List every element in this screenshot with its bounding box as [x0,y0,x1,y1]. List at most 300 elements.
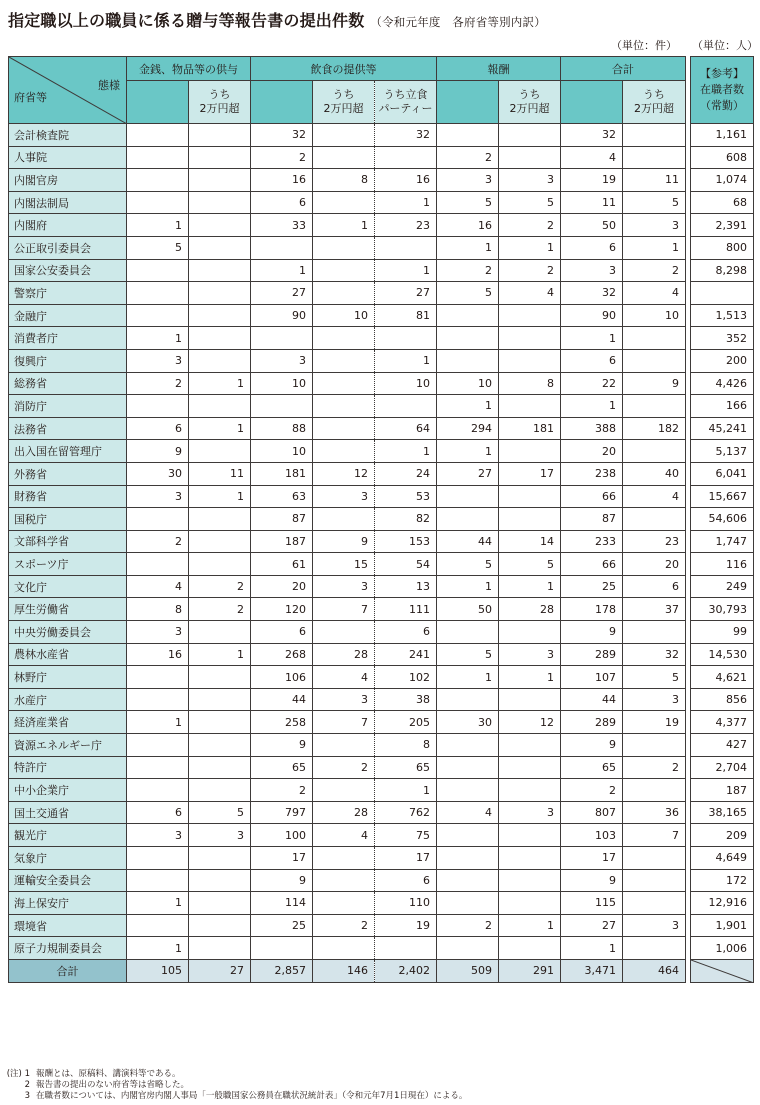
value-cell: 5 [623,666,686,689]
value-cell: 50 [561,214,623,237]
reference-staff-table [690,56,754,983]
value-cell: 3 [623,214,686,237]
value-cell: 28 [499,598,561,621]
value-cell: 120 [251,598,313,621]
value-cell: 1 [499,666,561,689]
value-cell [127,779,189,802]
value-cell: 17 [561,847,623,870]
value-cell [437,508,499,531]
value-cell [623,621,686,644]
ref-row [691,282,754,305]
value-cell: 1 [313,214,375,237]
value-cell [499,304,561,327]
value-cell [437,847,499,870]
staff-count-cell: 116 [691,553,754,576]
value-cell: 44 [437,530,499,553]
table-row [9,530,686,553]
value-cell: 15 [313,553,375,576]
value-cell [251,937,313,960]
value-cell [499,440,561,463]
ministry-name-cell: 文化庁 [9,575,127,598]
staff-count-cell: 1,747 [691,530,754,553]
value-cell: 187 [251,530,313,553]
value-cell [127,734,189,757]
value-cell: 1 [251,259,313,282]
table-row [9,801,686,824]
value-cell [313,508,375,531]
value-cell: 8 [313,169,375,192]
value-cell: 464 [623,959,686,982]
value-cell: 10 [437,372,499,395]
value-cell [189,327,251,350]
ref-row [691,824,754,847]
value-cell: 4 [313,666,375,689]
ministry-name-cell: 内閣法制局 [9,191,127,214]
value-cell: 1 [375,349,437,372]
value-cell: 1 [127,214,189,237]
value-cell: 5 [623,191,686,214]
value-cell: 32 [623,643,686,666]
value-cell [189,869,251,892]
value-cell: 2 [437,146,499,169]
table-row [9,259,686,282]
value-cell: 4 [623,485,686,508]
value-cell [127,146,189,169]
value-cell: 20 [623,553,686,576]
ref-row [691,779,754,802]
ministry-name-cell: 厚生労働省 [9,598,127,621]
ministry-name-cell: 国税庁 [9,508,127,531]
value-cell: 4 [561,146,623,169]
value-cell: 1 [561,327,623,350]
ministry-name-cell: 原子力規制委員会 [9,937,127,960]
value-cell [375,146,437,169]
table-row [9,282,686,305]
staff-count-cell: 1,901 [691,914,754,937]
ministry-name-cell: 出入国在留管理庁 [9,440,127,463]
value-cell [623,779,686,802]
value-cell: 87 [561,508,623,531]
value-cell: 11 [189,462,251,485]
ref-row [691,666,754,689]
value-cell: 87 [251,508,313,531]
value-cell: 2 [623,259,686,282]
value-cell: 65 [561,756,623,779]
value-cell: 2 [127,372,189,395]
table-row [9,892,686,915]
value-cell [499,779,561,802]
value-cell: 5 [437,643,499,666]
value-cell: 8 [375,734,437,757]
ref-total-row [691,959,754,982]
value-cell [127,508,189,531]
value-cell: 3 [127,485,189,508]
value-cell: 27 [561,914,623,937]
value-cell: 6 [127,801,189,824]
value-cell: 1 [127,327,189,350]
ministry-name-cell: 復興庁 [9,349,127,372]
staff-count-cell: 12,916 [691,892,754,915]
value-cell [313,847,375,870]
ref-row [691,485,754,508]
value-cell: 2 [313,756,375,779]
value-cell: 1 [437,440,499,463]
value-cell: 1 [189,643,251,666]
value-cell [623,847,686,870]
value-cell [189,395,251,418]
value-cell [127,304,189,327]
value-cell: 1 [189,372,251,395]
value-cell: 10 [313,304,375,327]
value-cell [127,847,189,870]
value-cell: 6 [561,349,623,372]
table-row [9,734,686,757]
value-cell [127,666,189,689]
value-cell: 6 [375,621,437,644]
value-cell: 44 [561,688,623,711]
value-cell: 6 [561,236,623,259]
group-header-total: 合計 [561,57,686,81]
col-money-over20k: うち 2万円超 [189,81,251,124]
ministry-name-cell: 合計 [9,959,127,982]
value-cell [189,847,251,870]
value-cell [189,621,251,644]
ministry-name-cell: 気象庁 [9,847,127,870]
value-cell [623,937,686,960]
value-cell: 1 [499,236,561,259]
value-cell [313,372,375,395]
value-cell: 88 [251,417,313,440]
ref-row [691,349,754,372]
ref-row [691,236,754,259]
value-cell [623,349,686,372]
value-cell: 11 [561,191,623,214]
value-cell: 32 [561,282,623,305]
value-cell [623,146,686,169]
ref-row [691,553,754,576]
value-cell: 10 [251,440,313,463]
value-cell [313,259,375,282]
value-cell: 2 [189,575,251,598]
corner-header [9,57,127,124]
ref-row [691,643,754,666]
value-cell [623,327,686,350]
value-cell: 268 [251,643,313,666]
value-cell: 16 [437,214,499,237]
value-cell: 9 [251,869,313,892]
value-cell [499,756,561,779]
value-cell: 2 [499,214,561,237]
footnote-3: 3 在職者数については、内閣官房内閣人事局「一般職国家公務員在職状況統計表」（令和元年7月1日現在）による。 [24,1091,468,1101]
ref-header: 【参考】 在職者数 （常勤） [691,57,754,124]
value-cell [189,124,251,147]
value-cell [375,937,437,960]
group-header-food: 飲食の提供等 [251,57,437,81]
value-cell: 289 [561,643,623,666]
value-cell: 13 [375,575,437,598]
table-row [9,462,686,485]
ref-row [691,395,754,418]
value-cell [127,869,189,892]
value-cell: 27 [251,282,313,305]
value-cell: 241 [375,643,437,666]
staff-count-cell: 352 [691,327,754,350]
ref-row [691,304,754,327]
value-cell: 32 [251,124,313,147]
value-cell: 8 [499,372,561,395]
value-cell [437,621,499,644]
value-cell: 3,471 [561,959,623,982]
value-cell [623,124,686,147]
col-money [127,81,189,124]
value-cell: 2 [251,779,313,802]
value-cell: 1 [375,440,437,463]
value-cell: 38 [375,688,437,711]
staff-count-cell: 1,006 [691,937,754,960]
value-cell [437,349,499,372]
value-cell [437,304,499,327]
value-cell: 3 [499,801,561,824]
value-cell: 3 [313,575,375,598]
value-cell: 4 [437,801,499,824]
ref-row [691,508,754,531]
staff-count-cell [691,282,754,305]
ref-row [691,462,754,485]
value-cell [499,937,561,960]
value-cell [623,395,686,418]
value-cell [189,146,251,169]
value-cell [127,124,189,147]
ministry-name-cell: 中央労働委員会 [9,621,127,644]
value-cell: 64 [375,417,437,440]
staff-count-cell: 1,513 [691,304,754,327]
value-cell: 82 [375,508,437,531]
value-cell: 22 [561,372,623,395]
ref-row [691,327,754,350]
value-cell: 6 [375,869,437,892]
col-food-standing-party: うち立食 パーティー [375,81,437,124]
value-cell: 1 [375,191,437,214]
ministry-name-cell: 人事院 [9,146,127,169]
value-cell: 2,857 [251,959,313,982]
value-cell: 3 [437,169,499,192]
corner-label-type: 態様 [98,79,120,92]
value-cell [375,395,437,418]
staff-count-cell: 1,074 [691,169,754,192]
table-row [9,124,686,147]
ministry-name-cell: 観光庁 [9,824,127,847]
table-row [9,146,686,169]
value-cell: 1 [499,575,561,598]
ref-row [691,892,754,915]
table-row [9,914,686,937]
ministry-name-cell: 総務省 [9,372,127,395]
ref-row [691,711,754,734]
value-cell [499,734,561,757]
value-cell: 1 [437,395,499,418]
staff-count-cell: 4,377 [691,711,754,734]
corner-label-ministry: 府省等 [14,91,47,104]
value-cell: 14 [499,530,561,553]
value-cell [251,236,313,259]
value-cell: 9 [251,734,313,757]
gift-report-table [8,56,686,983]
value-cell: 238 [561,462,623,485]
value-cell: 2 [499,259,561,282]
ministry-name-cell: 運輸安全委員会 [9,869,127,892]
value-cell [375,327,437,350]
value-cell: 3 [127,349,189,372]
value-cell [437,937,499,960]
table-row [9,779,686,802]
value-cell: 3 [189,824,251,847]
table-row [9,666,686,689]
staff-count-cell: 856 [691,688,754,711]
staff-count-cell: 608 [691,146,754,169]
value-cell: 27 [437,462,499,485]
value-cell: 65 [375,756,437,779]
value-cell [499,869,561,892]
ref-row [691,688,754,711]
value-cell: 5 [499,191,561,214]
staff-count-cell: 8,298 [691,259,754,282]
value-cell [189,553,251,576]
value-cell [623,508,686,531]
value-cell [499,621,561,644]
ref-row [691,914,754,937]
value-cell [189,214,251,237]
value-cell [189,191,251,214]
total-row [9,959,686,982]
value-cell: 1 [127,937,189,960]
value-cell: 20 [251,575,313,598]
value-cell: 3 [313,688,375,711]
ref-row [691,214,754,237]
value-cell: 4 [499,282,561,305]
value-cell: 3 [561,259,623,282]
value-cell [189,349,251,372]
value-cell: 2 [561,779,623,802]
ref-row [691,847,754,870]
unit-people-label: （単位：人） [692,39,758,52]
ministry-name-cell: 林野庁 [9,666,127,689]
value-cell [499,349,561,372]
value-cell: 110 [375,892,437,915]
value-cell: 11 [623,169,686,192]
value-cell [313,440,375,463]
ministry-name-cell: 国土交通省 [9,801,127,824]
ministry-name-cell: 外務省 [9,462,127,485]
ministry-name-cell: 水産庁 [9,688,127,711]
ref-row [691,191,754,214]
table-row [9,508,686,531]
ministry-name-cell: 文部科学省 [9,530,127,553]
staff-count-cell: 4,426 [691,372,754,395]
table-row [9,440,686,463]
value-cell [251,327,313,350]
ministry-name-cell: 内閣官房 [9,169,127,192]
page-title [8,8,546,31]
staff-count-cell: 187 [691,779,754,802]
value-cell: 9 [561,734,623,757]
ref-row [691,756,754,779]
value-cell: 19 [375,914,437,937]
value-cell: 32 [561,124,623,147]
table-row [9,598,686,621]
value-cell: 2 [127,530,189,553]
value-cell: 5 [437,282,499,305]
value-cell [313,892,375,915]
value-cell: 66 [561,485,623,508]
ref-row [691,621,754,644]
value-cell: 8 [127,598,189,621]
value-cell: 4 [127,575,189,598]
value-cell: 37 [623,598,686,621]
ministry-name-cell: 消費者庁 [9,327,127,350]
value-cell [189,440,251,463]
ministry-name-cell: 法務省 [9,417,127,440]
diagonal-line-icon [691,960,754,982]
value-cell: 17 [251,847,313,870]
value-cell [189,779,251,802]
value-cell: 3 [623,914,686,937]
ministry-name-cell: 内閣府 [9,214,127,237]
table-row [9,214,686,237]
value-cell: 111 [375,598,437,621]
value-cell [499,688,561,711]
table-row [9,485,686,508]
value-cell [313,779,375,802]
value-cell [437,485,499,508]
value-cell: 23 [623,530,686,553]
value-cell [189,688,251,711]
value-cell [127,395,189,418]
col-total [561,81,623,124]
value-cell: 106 [251,666,313,689]
ministry-name-cell: 経済産業省 [9,711,127,734]
value-cell: 1 [561,395,623,418]
ministry-name-cell: 公正取引委員会 [9,236,127,259]
value-cell: 1 [189,417,251,440]
value-cell: 9 [561,869,623,892]
value-cell: 7 [313,711,375,734]
value-cell: 6 [251,191,313,214]
value-cell: 10 [623,304,686,327]
value-cell [313,349,375,372]
value-cell: 17 [499,462,561,485]
value-cell: 3 [313,485,375,508]
value-cell: 44 [251,688,313,711]
value-cell [313,236,375,259]
ref-row [691,869,754,892]
staff-count-cell: 4,621 [691,666,754,689]
value-cell: 1 [189,485,251,508]
table-row [9,711,686,734]
value-cell [127,553,189,576]
value-cell: 102 [375,666,437,689]
value-cell: 1 [375,779,437,802]
value-cell [251,395,313,418]
value-cell [127,169,189,192]
value-cell: 182 [623,417,686,440]
value-cell: 1 [437,236,499,259]
value-cell: 9 [623,372,686,395]
value-cell: 6 [251,621,313,644]
value-cell [189,508,251,531]
value-cell [499,395,561,418]
footnotes [4,1069,467,1102]
value-cell: 9 [561,621,623,644]
